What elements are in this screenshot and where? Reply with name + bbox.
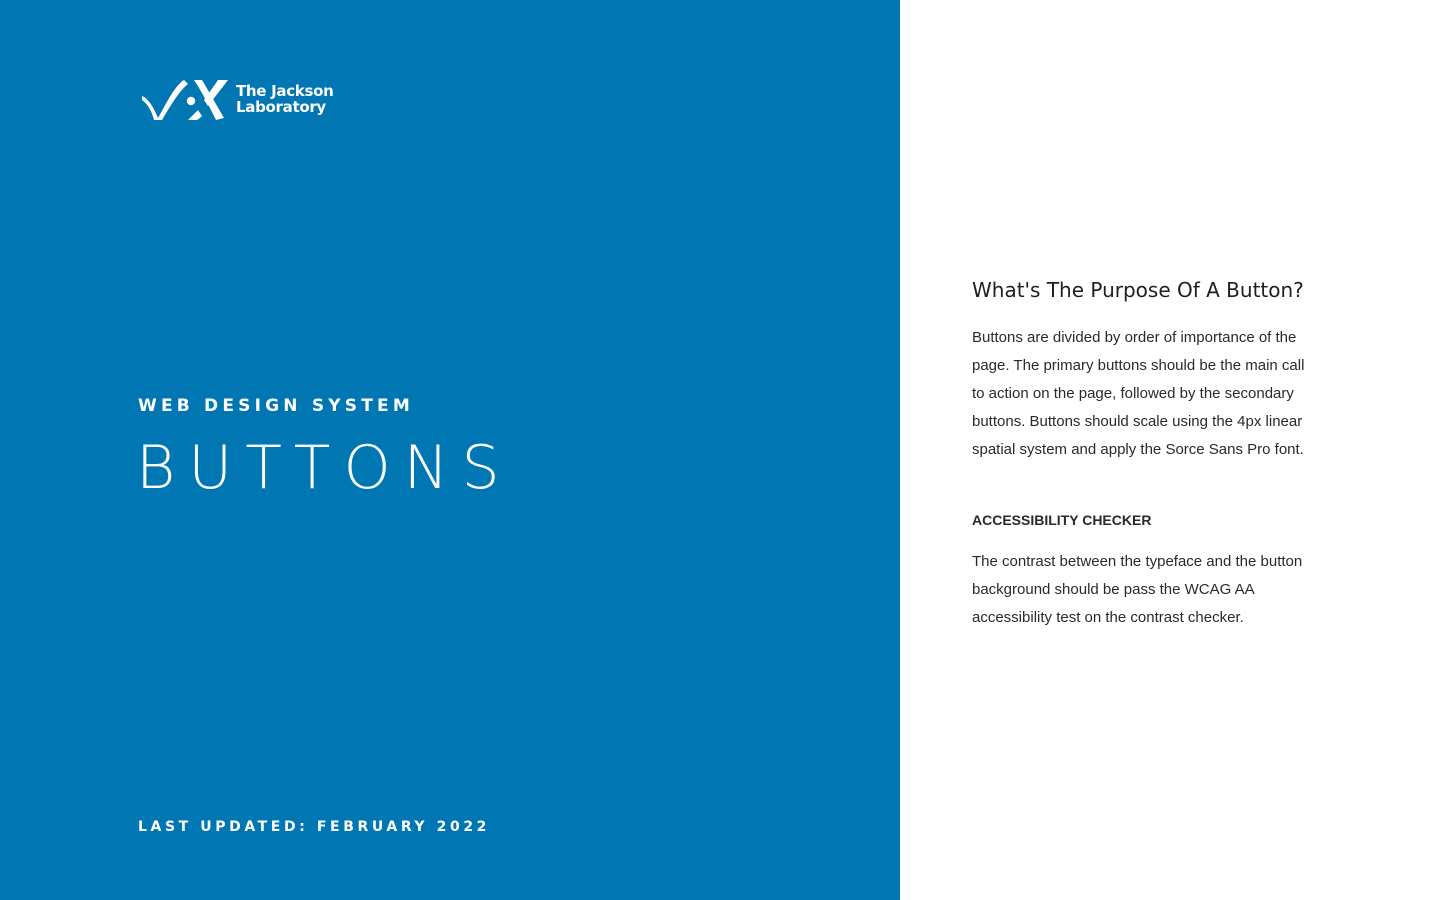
logo-line-2: Laboratory [236, 98, 326, 116]
accessibility-heading: ACCESSIBILITY CHECKER [972, 512, 1152, 528]
purpose-paragraph: Buttons are divided by order of importance of the page. The primary buttons should be the main call to action on the page, followed by the secondary buttons. Buttons should scale using the 4px linear spatial system and apply the Sorce Sans Pro font. [972, 329, 1305, 458]
logo-text [236, 83, 334, 115]
section-heading: What's The Purpose Of A Button? [972, 278, 1304, 302]
accessibility-paragraph: The contrast between the typeface and the button background should be pass the WCAG AA accessibility test on the contrast checker. [972, 553, 1303, 626]
last-updated-label: LAST UPDATED: FEBRUARY 2022 [138, 819, 491, 835]
content-panel [900, 0, 1440, 900]
eyebrow-label: WEB DESIGN SYSTEM [138, 396, 414, 416]
jax-logo[interactable] [140, 76, 334, 122]
page-title: BUTTONS [136, 433, 513, 503]
logo-line-1: The Jackson [236, 82, 334, 100]
jax-logo-icon [140, 76, 232, 122]
content-block [972, 276, 1317, 632]
